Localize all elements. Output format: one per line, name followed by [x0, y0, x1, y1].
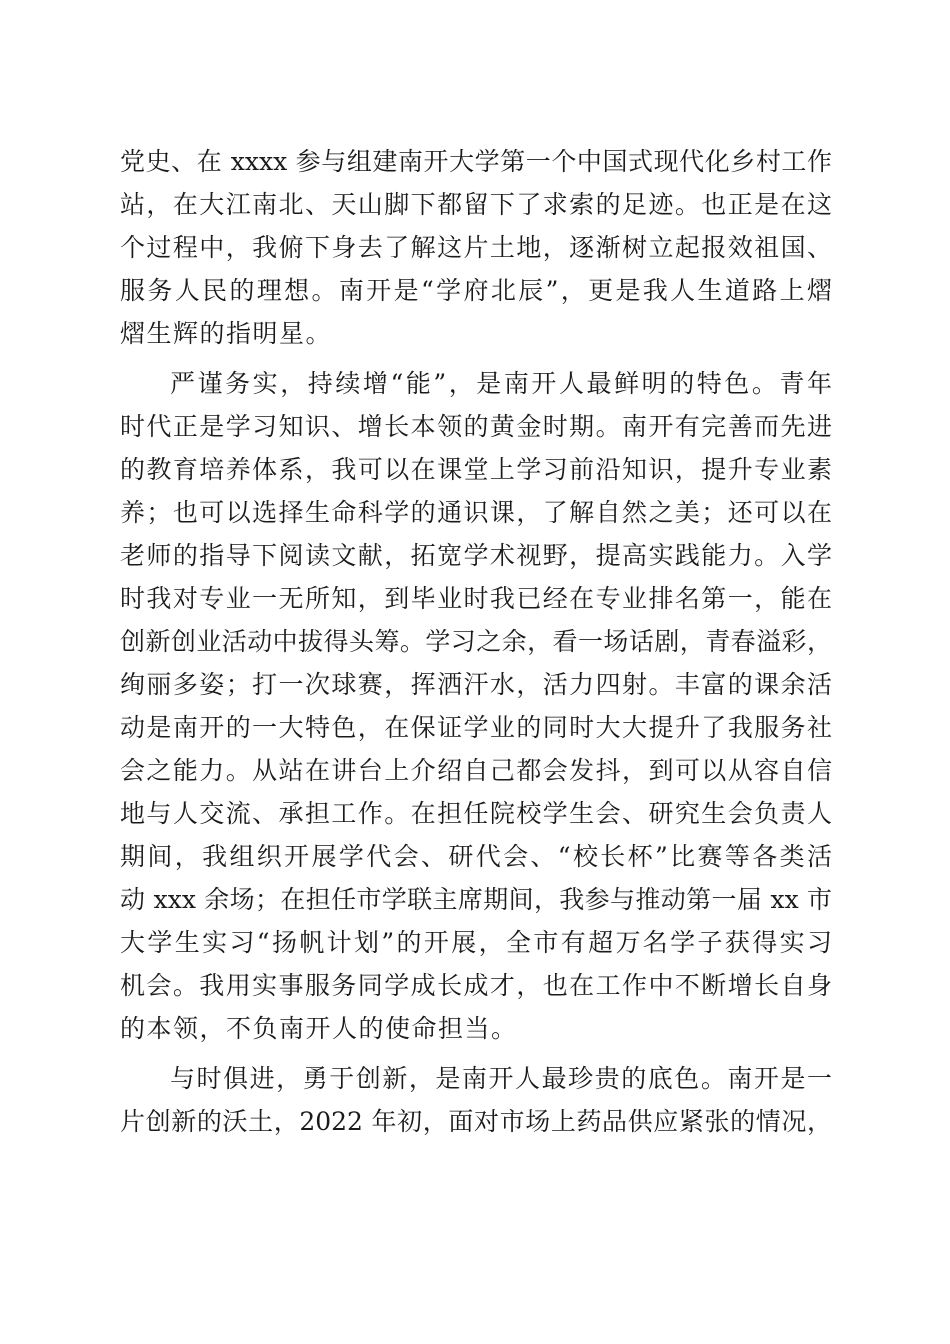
text-line-19: 大学生实习“扬帆计划”的开展，全市有超万名学子获得实习 — [120, 928, 832, 957]
text-line-5: 熠生辉的指明星。 — [120, 319, 333, 348]
text-line-17: 期间，我组织开展学代会、研代会、“校长杯”比赛等各类活 — [120, 842, 832, 871]
text-line-10: 老师的指导下阅读文献，拓宽学术视野，提高实践能力。入学 — [120, 541, 832, 570]
text-line-6: 严谨务实，持续增“能”，是南开人最鲜明的特色。青年 — [170, 369, 832, 398]
text-line-20: 机会。我用实事服务同学成长成才，也在工作中不断增长自身 — [120, 971, 832, 1000]
text-line-16: 地与人交流、承担工作。在担任院校学生会、研究生会负责人 — [120, 799, 832, 828]
text-line-18: 动 xxx 余场；在担任市学联主席期间，我参与推动第一届 xx 市 — [120, 885, 832, 914]
text-line-11: 时我对专业一无所知，到毕业时我已经在专业排名第一，能在 — [120, 584, 832, 613]
text-line-21: 的本领，不负南开人的使命担当。 — [120, 1014, 518, 1043]
text-line-8: 的教育培养体系，我可以在课堂上学习前沿知识，提升专业素 — [120, 455, 832, 484]
text-line-1: 党史、在 xxxx 参与组建南开大学第一个中国式现代化乡村工作 — [120, 147, 832, 176]
text-line-12: 创新创业活动中拔得头筹。学习之余，看一场话剧，青春溢彩， — [120, 627, 832, 656]
text-line-14: 动是南开的一大特色，在保证学业的同时大大提升了我服务社 — [120, 713, 832, 742]
text-line-7: 时代正是学习知识、增长本领的黄金时期。南开有完善而先进 — [120, 412, 832, 441]
text-line-22: 与时俱进，勇于创新，是南开人最珍贵的底色。南开是一 — [170, 1064, 832, 1093]
text-line-4: 服务人民的理想。南开是“学府北辰”，更是我人生道路上熠 — [120, 276, 832, 305]
text-line-13: 绚丽多姿；打一次球赛，挥洒汗水，活力四射。丰富的课余活 — [120, 670, 832, 699]
text-line-3: 个过程中，我俯下身去了解这片土地，逐渐树立起报效祖国、 — [120, 233, 832, 262]
text-line-15: 会之能力。从站在讲台上介绍自己都会发抖，到可以从容自信 — [120, 756, 832, 785]
text-line-9: 养；也可以选择生命科学的通识课，了解自然之美；还可以在 — [120, 498, 832, 527]
text-line-23: 片创新的沃土，2022 年初，面对市场上药品供应紧张的情况， — [120, 1107, 832, 1136]
text-line-2: 站，在大江南北、天山脚下都留下了求索的足迹。也正是在这 — [120, 190, 832, 219]
